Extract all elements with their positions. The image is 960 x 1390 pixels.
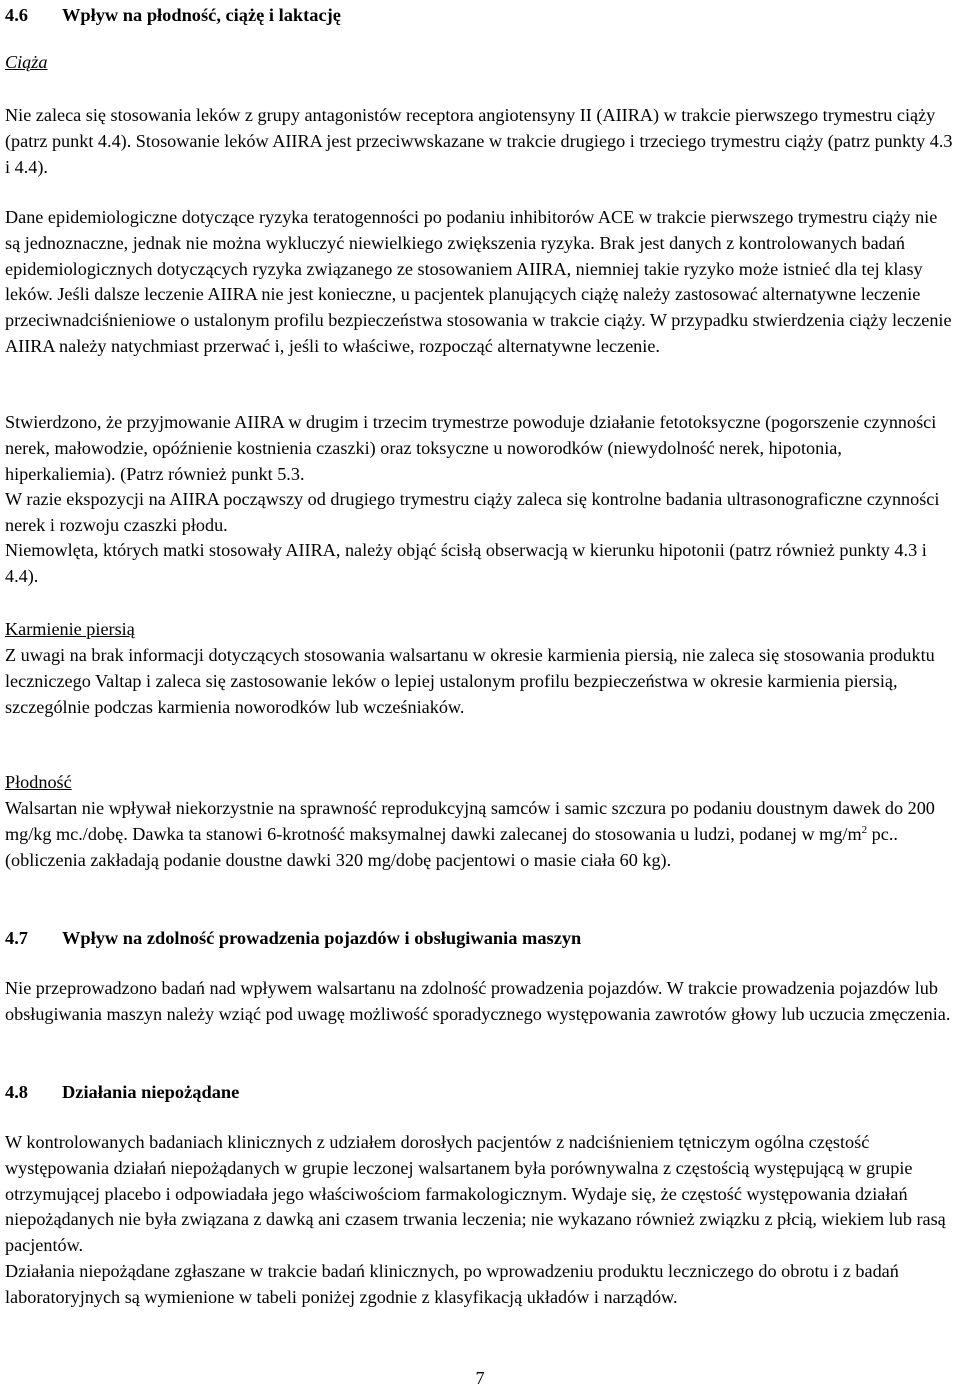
subheading-fertility-wrap	[5, 770, 955, 796]
subheading-breastfeeding-wrap	[5, 617, 955, 643]
section-4-7-heading	[5, 925, 955, 951]
breastfeeding-paragraph: Z uwagi na brak informacji dotyczących stosowania walsartanu w okresie karmienia piersią, nie zaleca się stosowania produktu leczniczego Valtap i zaleca się zastosowanie leków o lepiej ustalonym profilu bezpieczeństwa w okresie karmienia piersią, szczególnie podczas karmienia noworodków lub wcześniaków.	[5, 645, 935, 717]
section-4-7-number: 4.7	[5, 928, 28, 948]
subheading-fertility: Płodność	[5, 772, 72, 792]
pregnancy-paragraph-2: Dane epidemiologiczne dotyczące ryzyka teratogenności po podaniu inhibitorów ACE w trakcie pierwszego trymestru ciąży nie są jednoznaczne, jednak nie można wykluczyć niewielkiego zwiększenia ryzyka. Brak jest danych z kontrolowanych badań epidemiologicznych dotyczących ryzyka związanego ze stosowaniem AIIRA, niemniej takie ryzyko może istnieć dla tej klasy leków. Jeśli dalsze leczenie AIIRA nie jest konieczne, u pacjentek planujących ciążę należy zastosować alternatywne leczenie przeciwnadciśnieniowe o ustalonym profilu bezpieczeństwa stosowania w trakcie ciąży. W przypadku stwierdzenia ciąży leczenie AIIRA należy natychmiast przerwać i, jeśli to właściwe, rozpocząć alternatywne leczenie.	[5, 207, 952, 356]
section-4-6-heading	[5, 2, 955, 28]
pregnancy-paragraph-4: W razie ekspozycji na AIIRA począwszy od drugiego trymestru ciąży zaleca się kontrolne badania ultrasonograficzne czynności nerek i rozwoju czaszki płodu.	[5, 489, 940, 535]
fertility-text-a: Walsartan nie wpływał niekorzystnie na sprawność reprodukcyjną samców i samic szczura po podaniu doustnym dawek do 200 mg/kg mc./dobę. Dawka ta stanowi 6-krotność maksymalnej dawki zalecanej do stosowania u ludzi, podanej w mg/m	[5, 798, 935, 844]
section-4-8-title: Działania niepożądane	[62, 1082, 240, 1102]
pregnancy-paragraph-5: Niemowlęta, których matki stosowały AIIRA, należy objąć ścisłą obserwacją w kierunku hipotonii (patrz również punkty 4.3 i 4.4).	[5, 540, 927, 586]
section-4-6-title: Wpływ na płodność, ciążę i laktację	[62, 5, 341, 25]
subheading-pregnancy: Ciąża	[5, 52, 48, 72]
pregnancy-paragraph-3: Stwierdzono, że przyjmowanie AIIRA w drugim i trzecim trymestrze powoduje działanie fetotoksyczne (pogorszenie czynności nerek, małowodzie, opóźnienie kostnienia czaszki) oraz toksyczne u noworodków (niewydolność nerek, hipotonia, hiperkaliemia). (Patrz również punkt 5.3.	[5, 412, 937, 484]
section-4-8-paragraph-1: W kontrolowanych badaniach klinicznych z udziałem dorosłych pacjentów z nadciśnieniem tętniczym ogólna częstość występowania działań niepożądanych w grupie leczonej walsartanem była porównywalna z częstością występującą w grupie otrzymującej placebo i odpowiadała jego właściwościom farmakologicznym. Wydaje się, że częstość występowania działań niepożądanych nie była związana z dawką ani czasem trwania leczenia; nie wykazano również związku z płcią, wiekiem lub rasą pacjentów.	[5, 1132, 946, 1256]
section-4-8-heading	[5, 1079, 955, 1105]
fertility-superscript: 2	[861, 823, 868, 836]
fertility-paragraph	[5, 796, 955, 873]
section-4-8-paragraph-2: Działania niepożądane zgłaszane w trakcie badań klinicznych, po wprowadzeniu produktu leczniczego do obrotu i z badań laboratoryjnych są wymienione w tabeli poniżej zgodnie z klasyfikacją układów i narządów.	[5, 1261, 899, 1307]
section-4-7-title: Wpływ na zdolność prowadzenia pojazdów i obsługiwania maszyn	[62, 928, 582, 948]
fertility-text-b: pc.. (obliczenia zakładają podanie doustne dawki 320 mg/dobę pacjentowi o masie ciała 60 kg).	[5, 823, 898, 870]
pregnancy-paragraph-1: Nie zaleca się stosowania leków z grupy antagonistów receptora angiotensyny II (AIIRA) w trakcie pierwszego trymestru ciąży (patrz punkt 4.4). Stosowanie leków AIIRA jest przeciwwskazane w trakcie drugiego i trzeciego trymestru ciąży (patrz punkty 4.3 i 4.4).	[5, 105, 953, 177]
section-4-7-paragraph: Nie przeprowadzono badań nad wpływem walsartanu na zdolność prowadzenia pojazdów. W trakcie prowadzenia pojazdów lub obsługiwania maszyn należy wziąć pod uwagę możliwość sporadycznego występowania zawrotów głowy lub uczucia zmęczenia.	[5, 978, 951, 1024]
subheading-breastfeeding: Karmienie piersią	[5, 619, 135, 639]
section-4-8-number: 4.8	[5, 1082, 28, 1102]
page-number: 7	[475, 1368, 485, 1388]
subheading-pregnancy-wrap	[5, 50, 955, 76]
section-4-6-number: 4.6	[5, 5, 28, 25]
